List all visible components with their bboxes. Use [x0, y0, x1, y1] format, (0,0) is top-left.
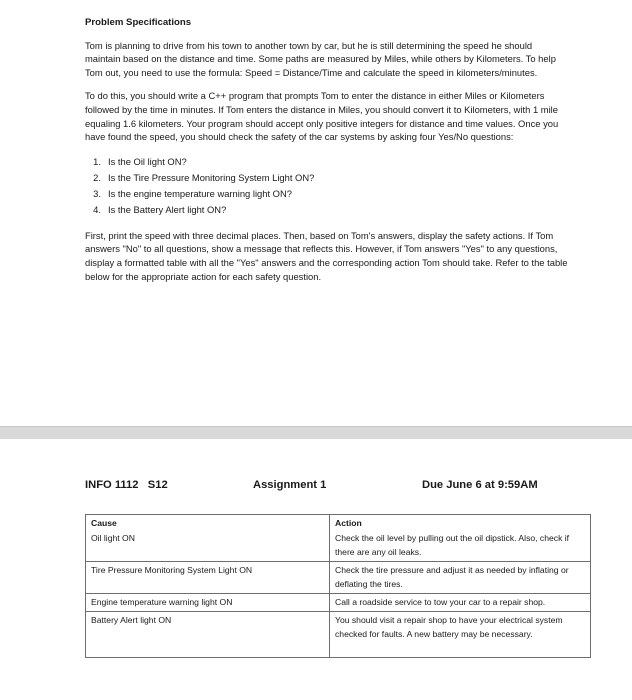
- cause-column-header: Cause: [91, 518, 117, 528]
- question-text: Is the Oil light ON?: [108, 155, 187, 167]
- question-text: Is the Tire Pressure Monitoring System Light ON?: [108, 171, 315, 183]
- spec-paragraph-intro: Tom is planning to drive from his town to another town by car, but he is still determining the speed he should maintain based on the distance and time. Some paths are measured by Miles, while others by Kilometers. To help Tom out, you need to use the formula: Speed = Distance/Time and calculate the speed in kilometers/minutes.: [85, 39, 556, 78]
- list-item: [85, 170, 570, 186]
- table-header-row: [86, 515, 591, 562]
- safety-action-table: [85, 514, 591, 658]
- assignment-title: Assignment 1: [253, 479, 327, 491]
- question-text: Is the Battery Alert light ON?: [108, 203, 227, 215]
- cause-cell: Battery Alert light ON: [86, 611, 330, 657]
- spec-heading: Problem Specifications: [85, 17, 192, 28]
- list-item: [85, 154, 570, 170]
- action-column-header: Action: [335, 518, 362, 528]
- cause-cell: Oil light ON: [91, 532, 135, 543]
- cause-column-cell: [86, 515, 330, 562]
- list-item: [85, 202, 570, 218]
- assignment-page: [0, 439, 632, 700]
- cause-cell: Tire Pressure Monitoring System Light ON: [86, 561, 330, 593]
- spec-paragraph-program: To do this, you should write a C++ program that prompts Tom to enter the distance in either Miles or Kilometers followed by the time in minutes. If Tom enters the distance in Miles, you should convert it to Kilometers, with 1 mile equaling 1.6 kilometers. Your program should accept only positive integers for distance and time values. Once you have found the speed, you should check the safety of the car systems by asking four Yes/No questions:: [85, 90, 559, 143]
- table-row: [86, 593, 591, 611]
- assignment-header: [85, 479, 565, 495]
- cause-cell: Engine temperature warning light ON: [86, 593, 330, 611]
- question-number: 2.: [93, 171, 101, 183]
- action-cell: You should visit a repair shop to have your electrical system checked for faults. A new battery may be necessary.: [330, 611, 591, 657]
- action-cell: Check the oil level by pulling out the oil dipstick. Also, check if there are any oil leaks.: [335, 532, 570, 557]
- question-number: 3.: [93, 187, 101, 199]
- question-number: 4.: [93, 203, 101, 215]
- action-cell: Call a roadside service to tow your car to a repair shop.: [330, 593, 591, 611]
- question-number: 1.: [93, 155, 101, 167]
- spec-content: [85, 16, 570, 293]
- course-code: INFO 1112 S12: [85, 479, 168, 491]
- page-break-divider: [0, 426, 632, 440]
- question-text: Is the engine temperature warning light ON?: [108, 187, 292, 199]
- table-row: [86, 561, 591, 593]
- list-item: [85, 186, 570, 202]
- question-list: [85, 154, 570, 218]
- spec-paragraph-output: First, print the speed with three decimal places. Then, based on Tom's answers, display the safety actions. If Tom answers "No" to all questions, show a message that reflects this. However, if Tom answers "Yes" to any questions, display a formatted table with all the "Yes" answers and the corresponding action Tom should take. Refer to the table below for the appropriate action for each safety question.: [85, 229, 568, 282]
- action-column-cell: [330, 515, 591, 562]
- table-row: [86, 611, 591, 657]
- action-cell: Check the tire pressure and adjust it as needed by inflating or deflating the tires.: [330, 561, 591, 593]
- due-date: Due June 6 at 9:59AM: [422, 479, 538, 491]
